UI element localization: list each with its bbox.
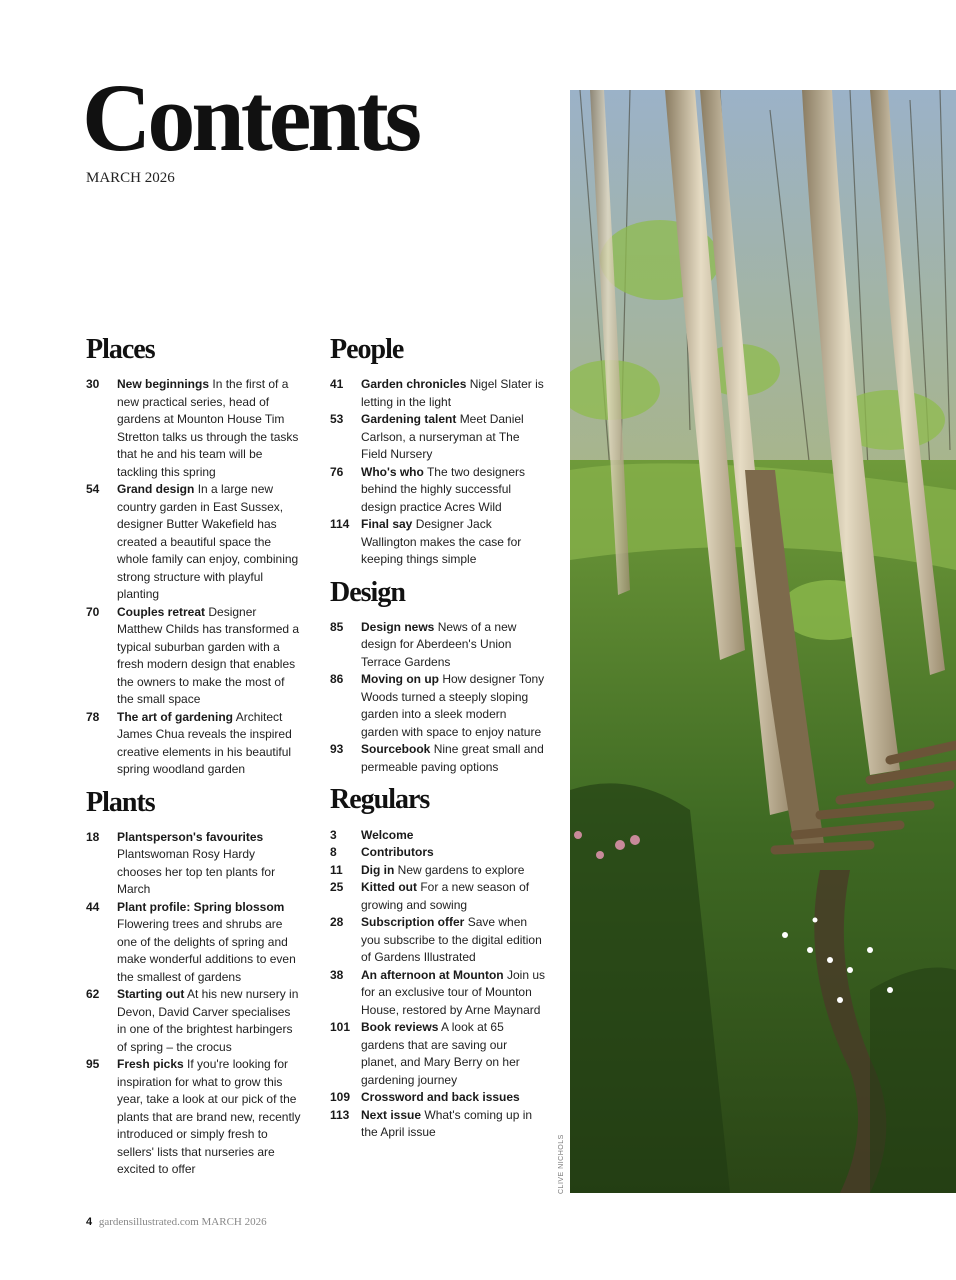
entry-page-number: 78 <box>86 709 100 724</box>
entry-page-number: 41 <box>330 377 344 392</box>
contents-entry[interactable] <box>330 671 545 741</box>
entry-page-number: 85 <box>330 619 344 634</box>
entry-title: Crossword and back issues <box>361 1090 520 1105</box>
entry-title: Next issue <box>361 1107 422 1122</box>
entry-page-number: 62 <box>86 987 100 1002</box>
entry-title: Dig in <box>361 862 395 877</box>
entry-page-number: 11 <box>330 862 343 877</box>
entry-page-number: 8 <box>330 845 337 860</box>
contents-entry[interactable] <box>330 411 545 464</box>
entry-title: Who's who <box>361 464 424 479</box>
contents-entry[interactable] <box>330 827 545 845</box>
contents-entry[interactable] <box>86 481 301 604</box>
entry-title: Final say <box>361 517 413 532</box>
entry-page-number: 53 <box>330 412 344 427</box>
entry-description: For a new season of growing and sowing <box>361 880 530 912</box>
entry-description: Nine great small and permeable paving options <box>361 742 544 774</box>
entry-description: What's coming up in the April issue <box>361 1107 533 1140</box>
entry-page-number: 109 <box>330 1090 351 1105</box>
entry-page-number: 114 <box>330 517 350 532</box>
issue-date: MARCH 2026 <box>86 170 175 186</box>
section-heading: Plants <box>86 786 155 818</box>
contents-entry[interactable] <box>86 986 301 1056</box>
contents-entry[interactable] <box>86 604 301 709</box>
entry-description: Designer Jack Wallington makes the case for keeping things simple <box>361 517 522 567</box>
entry-description: In the first of a new practical series, head of gardens at Mounton House Tim Stretton talks us through the tasks that he and his team will be tackling this spring <box>117 377 299 479</box>
section-places <box>86 334 301 779</box>
entry-description: Flowering trees and shrubs are one of the delights of spring and make wonderful additions to even the smallest of gardens <box>117 917 296 984</box>
entry-page-number: 113 <box>330 1107 350 1122</box>
entry-page-number: 93 <box>330 742 344 757</box>
entry-page-number: 95 <box>86 1057 100 1072</box>
contents-entry[interactable] <box>330 1107 545 1142</box>
contents-entry[interactable] <box>86 709 301 779</box>
page-footer <box>86 1216 267 1228</box>
entry-description: How designer Tony Woods turned a steeply sloping garden into a sleek modern garden with space to enjoy nature <box>361 672 545 739</box>
entry-description: Designer Matthew Childs has transformed a typical suburban garden with a fresh modern design that enables the owners to make the most of the small space <box>117 604 300 707</box>
entry-title: Design news <box>361 619 435 634</box>
entry-title: Welcome <box>361 827 414 842</box>
entry-title: Gardening talent <box>361 412 457 427</box>
section-heading: Design <box>330 576 405 608</box>
contents-entry[interactable] <box>330 741 545 776</box>
entry-title: New beginnings <box>117 377 210 392</box>
section-heading: Regulars <box>330 784 430 816</box>
contents-entry[interactable] <box>330 1019 545 1089</box>
entry-title: Plantsperson's favourites <box>117 829 264 844</box>
entry-description: Nigel Slater is letting in the light <box>361 377 544 409</box>
entry-page-number: 28 <box>330 915 344 930</box>
entry-description: Join us for an exclusive tour of Mounton House, restored by Arne Maynard <box>361 967 546 1017</box>
entry-page-number: 25 <box>330 880 344 895</box>
entry-title: Book reviews <box>361 1020 439 1035</box>
entry-title: Garden chronicles <box>361 377 467 392</box>
right-column <box>330 334 545 1150</box>
section-plants <box>86 787 301 1179</box>
entry-title: Kitted out <box>361 880 417 895</box>
section-heading: People <box>330 334 404 365</box>
entry-title: Plant profile: Spring blossom <box>117 899 285 914</box>
entry-description: A look at 65 gardens that are saving our planet, and Mary Berry on her gardening journey <box>361 1020 520 1087</box>
entry-title: The art of gardening <box>117 709 234 724</box>
page-title: Contents <box>82 64 419 171</box>
section-people <box>330 334 545 569</box>
contents-entry[interactable] <box>330 844 545 862</box>
section-regulars <box>330 784 545 1141</box>
contents-entry[interactable] <box>330 967 545 1020</box>
entry-description: In a large new country garden in East Sussex, designer Butter Wakefield has created a beautiful space the whole family can enjoy, combining strong structure with playful planting <box>117 482 299 602</box>
entry-description: Architect James Chua reveals the inspired creative elements in his beautiful spring woodland garden <box>117 709 292 777</box>
entry-description: Plantswoman Rosy Hardy chooses her top ten plants for March <box>117 847 276 897</box>
entry-description: News of a new design for Aberdeen's Union Terrace Gardens <box>361 619 517 669</box>
footer-issue: MARCH 2026 <box>201 1216 267 1228</box>
entry-title: Moving on up <box>361 672 439 687</box>
entry-page-number: 54 <box>86 482 100 497</box>
entry-page-number: 101 <box>330 1020 351 1035</box>
entry-title: Grand design <box>117 482 195 497</box>
entry-page-number: 70 <box>86 604 100 619</box>
entry-title: Fresh picks <box>117 1057 184 1072</box>
photo-credit: CLIVE NICHOLS <box>558 1134 565 1194</box>
entry-description: If you're looking for inspiration for what to grow this year, take a look at our pick of the plants that are brand new, recently introduced or simply fresh to sellers' lists that nurseries are excited to offer <box>117 1057 301 1177</box>
contents-entry[interactable] <box>86 1056 301 1179</box>
section-heading: Places <box>86 334 155 365</box>
contents-entry[interactable] <box>330 464 545 517</box>
entry-page-number: 18 <box>86 829 100 844</box>
entry-description: At his new nursery in Devon, David Carver specialises in one of the brightest harbingers of spring – the crocus <box>117 987 299 1054</box>
contents-entry[interactable] <box>330 376 545 411</box>
contents-entry[interactable] <box>330 516 545 569</box>
entry-page-number: 3 <box>330 827 337 842</box>
entry-page-number: 38 <box>330 967 344 982</box>
contents-entry[interactable] <box>86 899 301 987</box>
contents-entry[interactable] <box>330 1089 545 1107</box>
entry-description: New gardens to explore <box>397 862 525 877</box>
footer-site: gardensillustrated.com <box>98 1216 199 1228</box>
entry-page-number: 76 <box>330 464 344 479</box>
left-column <box>86 334 301 1187</box>
contents-entry[interactable] <box>330 619 545 672</box>
entry-title: An afternoon at Mounton <box>361 967 504 982</box>
entry-description: Meet Daniel Carlson, a nurseryman at The Field Nursery <box>361 412 524 462</box>
masthead <box>82 64 419 187</box>
entry-page-number: 44 <box>86 899 100 914</box>
woodland-photo <box>570 90 956 1193</box>
entry-page-number: 86 <box>330 672 344 687</box>
entry-description: The two designers behind the highly successful design practice Acres Wild <box>361 464 526 514</box>
section-design <box>330 577 545 777</box>
entry-title: Contributors <box>361 845 434 860</box>
contents-entry[interactable] <box>330 879 545 914</box>
entry-title: Couples retreat <box>117 604 206 619</box>
entry-description: Save when you subscribe to the digital edition of Gardens Illustrated <box>361 915 542 965</box>
entry-title: Subscription offer <box>361 915 465 930</box>
contents-entry[interactable] <box>86 376 301 481</box>
page-number: 4 <box>86 1216 93 1228</box>
entry-title: Sourcebook <box>361 742 431 757</box>
contents-entry[interactable] <box>330 914 545 967</box>
contents-entry[interactable] <box>330 862 545 880</box>
contents-entry[interactable] <box>86 829 301 899</box>
entry-title: Starting out <box>117 987 185 1002</box>
entry-page-number: 30 <box>86 377 100 392</box>
